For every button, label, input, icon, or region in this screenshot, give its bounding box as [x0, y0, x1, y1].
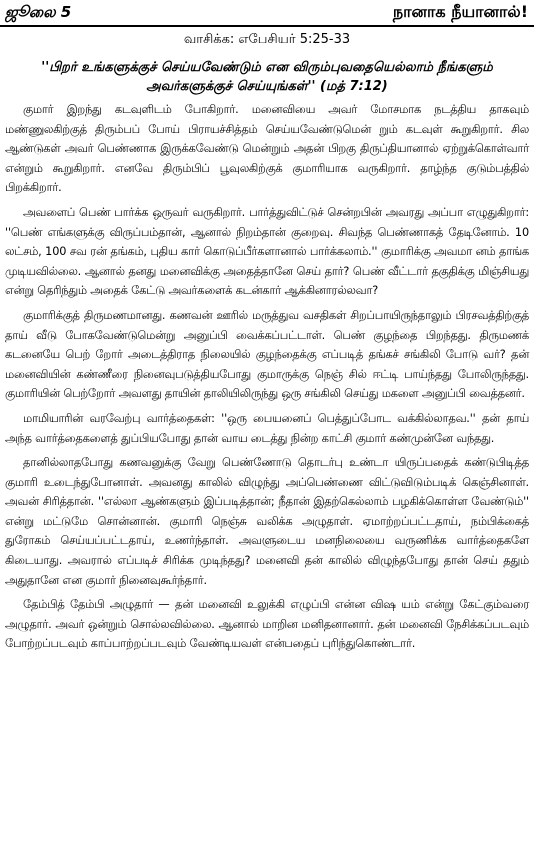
paragraph: குமார் இறந்து கடவுளிடம் போகிறார். மனைவியை அவர் மோசமாக நடத்திய தாகவும் மண்ணுலகிற்குத் திரும்பப் போய் பிராயச்சித்தம் செய்யவேண்டுமென் றும் கடவுள் கூறுகிறார். சில ஆண்டுகள் அவர் பெண்ணாக இருக்கவேண்டு மென்றும் அதன் பிறகு திருப்தியானால் ஏற்றுக்கொள்வார் என்றும் கூறுகிறார். எனவே திரும்பிப் பூவுலகிற்குக் குமாரியாக வருகிறார். தாழ்ந்த குடும்பத்தில் பிறக்கிறார்.	[5, 103, 529, 195]
paragraph: தானில்லாதபோது கணவனுக்கு வேறு பெண்ணோடு தொடர்பு உண்டா யிருப்பதைக் கண்டுபிடித்த குமாரி உடைந்துபோனாள். அவனது காலில் விழுந்து அப்பெண்ணை விட்டுவிடும்படிக் கெஞ்சினாள். அவன் சிரித்தான். ''எல்லா ஆண்களும் இப்படித்தான்; நீதான் இதற்கெல்லாம் பழகிக்கொள்ள வேண்டும்'' என்று மட்டுமே சொன்னான். குமாரி நெஞ்சு வலிக்க அழுதாள். ஏமாற்றப்பட்டதாய், நம்பிக்கைத் துரோகம் செய்யப்பட்டதாய், உணர்ந்தாள். அவளுடைய மனநிலையை வருணிக்க வார்த்தைகளே கிடையாது. அவரால் எப்படிச் சிரிக்க முடிந்தது? மனைவி தன் காலில் விழுந்தபோது தான் செய் ததும் அதுதானே என குமார் நினைவுகூர்ந்தார்.	[5, 456, 529, 587]
scripture-reading: வாசிக்க: எபேசியர் 5:25-33	[183, 32, 351, 47]
paragraph: மாமியாரின் வரவேற்பு வார்த்தைகள்: ''ஒரு பையனைப் பெத்துப்போட வக்கில்லாதவ.'' தன் தாய் அந்த வார்த்தைகளைத் துப்பியபோது தான் வாய டைத்து நின்ற காட்சி குமார் கண்முன்னே வந்தது.	[5, 411, 529, 445]
paragraph: தேம்பித் தேம்பி அழுதார் — தன் மனைவி உலுக்கி எழுப்பி என்ன விஷ யம் என்று கேட்கும்வரை அழுதார். அவர் ஒன்றும் சொல்லவில்லை. ஆனால் மாறின மனிதனானார். தன் மனைவி நேசிக்கப்படவும் போற்றப்படவும் காப்பாற்றப்படவும் வேண்டியவள் என்பதைப் புரிந்துகொண்டார்.	[5, 598, 529, 651]
page-title: நானாக நீயானால்!	[392, 2, 528, 21]
key-verse: ''பிறர் உங்களுக்குச் செய்யவேண்டும் என விரும்புவதையெல்லாம் நீங்களும் அவர்களுக்குச் செய்யுங்கள்'' (மத் 7:12)	[41, 60, 493, 94]
paragraph: அவளைப் பெண் பார்க்க ஒருவர் வருகிறார். பார்த்துவிட்டுச் சென்றபின் அவரது அப்பா எழுதுகிறார்: ''பெண் எங்களுக்கு விருப்பம்தான், ஆனால் நிறம்தான் குறைவு. சிவந்த பெண்ணாகத் தேடினோம். 10 லட்சம், 100 சவ ரன் தங்கம், புதிய கார் கொடுப்பீர்களானால் பார்க்கலாம்.'' குமாரிக்கு அவமா னம் தாங்க முடியவில்லை. ஆனால் தனது மனைவிக்கு அதைத்தானே செய் தார்? பெண் வீட்டார் தகுதிக்கு மிஞ்சியது என்று தெரிந்தும் அதைக் கேட்டு அவர்களைக் கடன்கார் ஆக்கினாரல்லவா?	[5, 205, 529, 298]
page-header	[0, 0, 534, 26]
header-rule	[0, 25, 534, 27]
date-label: ஜூலை 5	[5, 3, 72, 21]
paragraph: குமாரிக்குத் திருமணமானது. கணவன் ஊரில் மருத்துவ வசதிகள் சிறப்பாயிருந்தாலும் பிரசவத்திற்குத் தாய் வீடு போகவேண்டுமென்று அனுப்பி வைக்கப்பட்டாள். பெண் குழந்தை பிறந்தது. திருமணக் கடனையே பெற் றோர் அடைத்திராத நிலையில் குழந்தைக்கு எப்படித் தங்கச் சங்கிலி போடு வர்? தன் மனைவியின் கண்ணீரை நினைவுபடுத்தியபோது குமாருக்கு நெஞ் சில் ஈட்டி பாய்ந்தது போலிருந்தது. குமாரியின் பெற்றோர் அவளது தாயின் தாலியிலிருந்து ஒரு சங்கிலி செய்து மகளை அனுப்பி வைத்தனர்.	[5, 308, 529, 401]
article-body	[5, 100, 529, 659]
